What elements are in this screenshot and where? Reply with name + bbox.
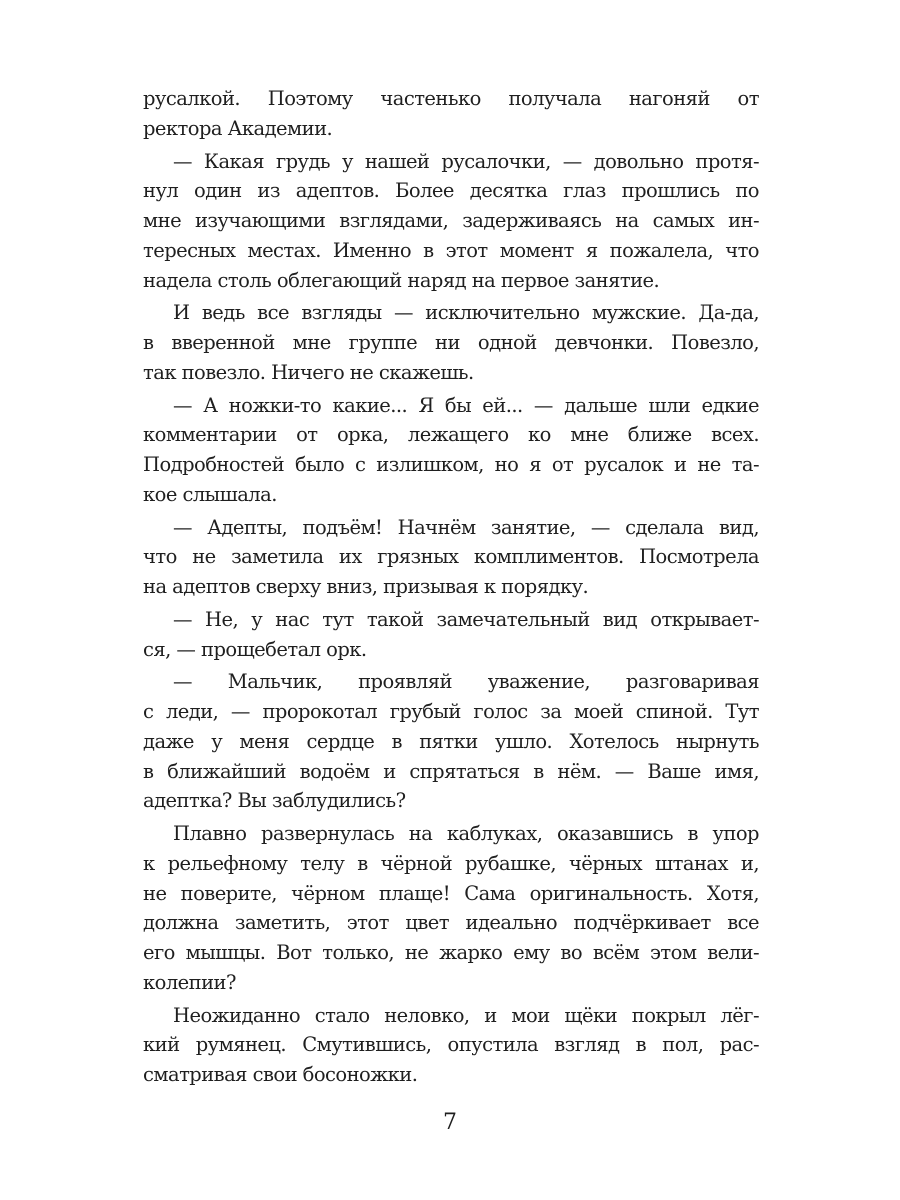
text-line: — Какая грудь у нашей русалочки, — довольно протя- bbox=[173, 149, 759, 173]
text-line: не поверите, чёрном плаще! Сама оригинальность. Хотя, bbox=[143, 881, 759, 905]
text-line: даже у меня сердце в пятки ушло. Хотелось нырнуть bbox=[143, 729, 759, 753]
text-line: его мышцы. Вот только, не жарко ему во всём этом вели- bbox=[143, 941, 759, 964]
text-line: что не заметила их грязных комплиментов. Посмотрела bbox=[143, 545, 759, 569]
text-line: сматривая свои босоножки. bbox=[143, 1063, 418, 1086]
text-line: ректора Академии. bbox=[143, 116, 333, 140]
text-line: Подробностей было с излишком, но я от русалок и не та- bbox=[143, 453, 759, 476]
text-line: с леди, — пророкотал грубый голос за моей спиной. Тут bbox=[143, 700, 759, 723]
paragraph bbox=[143, 298, 759, 387]
text-line: Плавно развернулась на каблуках, оказавшись в упор bbox=[173, 822, 759, 845]
text-line: колепии? bbox=[143, 970, 236, 994]
text-line: адептка? Вы заблудились? bbox=[143, 789, 406, 813]
text-line: Неожиданно стало неловко, и мои щёки покрыл лёг- bbox=[173, 1003, 759, 1027]
text-line: кий румянец. Смутившись, опустила взгляд в пол, рас- bbox=[143, 1033, 759, 1057]
page-number: 7 bbox=[443, 1110, 457, 1135]
text-line: должна заметить, этот цвет идеально подчёркивает все bbox=[143, 911, 759, 935]
page-body bbox=[143, 84, 759, 1090]
text-line: кое слышала. bbox=[143, 482, 277, 506]
paragraph bbox=[143, 84, 759, 144]
text-line: ся, — прощебетал орк. bbox=[143, 637, 367, 661]
text-line: надела столь облегающий наряд на первое занятие. bbox=[143, 268, 660, 292]
paragraph bbox=[143, 667, 759, 816]
text-line: И ведь все взгляды — исключительно мужские. Да-да, bbox=[173, 301, 759, 325]
paragraph bbox=[143, 819, 759, 998]
text-line: — Не, у нас тут такой замечательный вид открывает- bbox=[173, 607, 759, 631]
text-line: тересных местах. Именно в этот момент я пожалела, что bbox=[143, 238, 759, 262]
text-line: комментарии от орка, лежащего ко мне ближе всех. bbox=[143, 423, 759, 447]
text-line: русалкой. Поэтому частенько получала нагоняй от bbox=[143, 87, 759, 110]
paragraph bbox=[143, 147, 759, 296]
text-line: — Адепты, подъём! Начнём занятие, — сделала вид, bbox=[173, 515, 759, 539]
paragraph bbox=[143, 605, 759, 665]
text-line: — Мальчик, проявляй уважение, разговаривая bbox=[173, 670, 759, 694]
paragraph bbox=[143, 1001, 759, 1090]
text-line: в вверенной мне группе ни одной девчонки. Повезло, bbox=[143, 331, 759, 354]
text-line: на адептов сверху вниз, призывая к порядку. bbox=[143, 575, 589, 598]
text-line: нул один из адептов. Более десятка глаз прошлись по bbox=[143, 179, 759, 203]
paragraph bbox=[143, 391, 759, 510]
text-line: в ближайший водоём и спрятаться в нём. — Ваше имя, bbox=[143, 759, 759, 783]
text-line: к рельефному телу в чёрной рубашке, чёрных штанах и, bbox=[143, 851, 759, 875]
text-line: мне изучающими взглядами, задерживаясь на самых ин- bbox=[143, 209, 759, 232]
text-line: так повезло. Ничего не скажешь. bbox=[143, 360, 474, 384]
text-line: — А ножки-то какие... Я бы ей... — дальше шли едкие bbox=[173, 393, 759, 417]
paragraph bbox=[143, 513, 759, 602]
